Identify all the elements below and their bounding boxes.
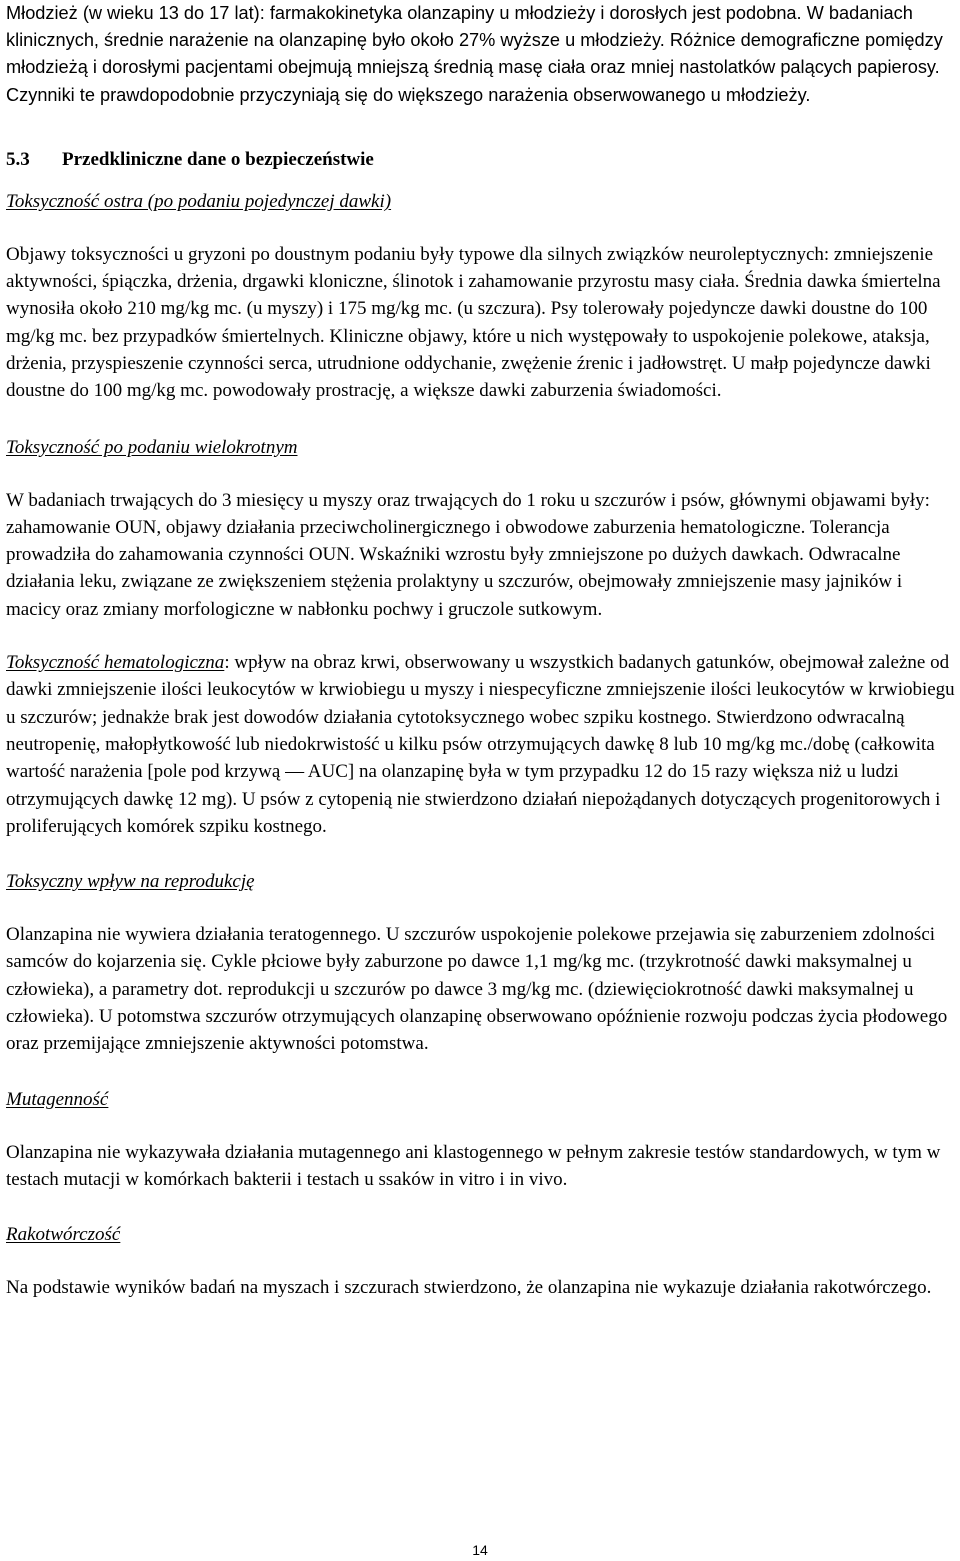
document-page <box>6 0 956 1302</box>
carcinogenicity-heading <box>6 1221 956 1248</box>
repeated-toxicity-paragraph: W badaniach trwających do 3 miesięcy u myszy oraz trwających do 1 roku u szczurów i psów, głównymi objawami były: zahamowanie OUN, objawy działania przeciwcholinergicznego i obwodowe zaburzenia hematologiczne. Tolerancja prowadziła do zahamowania czynności OUN. Wskaźniki wzrostu były zmniejszone po dużych dawkach. Odwracalne działania leku, związane ze zwiększeniem stężenia prolaktyny u szczurów, obejmowały zmniejszenie masy jajników i macicy oraz zmiany morfologiczne w nabłonku pochwy i gruczole sutkowym. <box>6 489 930 620</box>
carcinogenicity-heading-text: Rakotwórczość <box>6 1224 121 1246</box>
carcinogenicity-paragraph: Na podstawie wyników badań na myszach i szczurach stwierdzono, że olanzapina nie wykazuje działania rakotwórczego. <box>6 1277 932 1299</box>
reproduction-heading-text: Toksyczny wpływ na reprodukcję <box>6 871 255 893</box>
section-number: 5.3 <box>6 148 30 170</box>
hematologic-toxicity-paragraph <box>6 649 956 840</box>
repeated-toxicity-heading <box>6 434 956 461</box>
repeated-toxicity-heading-text: Toksyczność po podaniu wielokrotnym <box>6 436 298 458</box>
section-title: Przedkliniczne dane o bezpieczeństwie <box>62 148 374 170</box>
page-number: 14 <box>472 1542 488 1558</box>
reproduction-paragraph: Olanzapina nie wywiera działania teratogennego. U szczurów uspokojenie polekowe przejawia się zaburzeniem zdolności samców do kojarzenia się. Cykle płciowe były zaburzone po dawce 1,1 mg/kg mc. (trzykrotność dawki maksymalnej u człowieka), a parametry dot. reprodukcji u szczurów po dawce 3 mg/kg mc. (dziewięciokrotność dawki maksymalnej u człowieka). U potomstwa szczurów otrzymujących olanzapinę obserwowano opóźnienie rozwoju podczas życia płodowego oraz przemijające zmniejszenie aktywności potomstwa. <box>6 924 948 1055</box>
section-heading <box>6 146 956 173</box>
intro-paragraph: Młodzież (w wieku 13 do 17 lat): farmakokinetyka olanzapiny u młodzieży i dorosłych jest podobna. W badaniach klinicznych, średnie narażenie na olanzapinę było około 27% wyższe u młodzieży. Różnice demograficzne pomiędzy młodzieżą i dorosłymi pacjentami obejmują mniejszą średnią masę ciała oraz mniej nastolatków palących papierosy. Czynniki te prawdopodobnie przyczyniają się do większego narażenia obserwowanego u młodzieży. <box>6 3 943 105</box>
reproduction-heading <box>6 868 956 895</box>
hematologic-toxicity-heading: Toksyczność hematologiczna <box>6 652 225 674</box>
acute-toxicity-heading-text: Toksyczność ostra (po podaniu pojedynczej dawki) <box>6 190 392 212</box>
acute-toxicity-heading <box>6 188 956 215</box>
mutagenicity-paragraph: Olanzapina nie wykazywała działania mutagennego ani klastogennego w pełnym zakresie testów standardowych, w tym w testach mutacji w komórkach bakterii i testach u ssaków in vitro i in vivo. <box>6 1141 941 1190</box>
mutagenicity-heading <box>6 1086 956 1113</box>
mutagenicity-heading-text: Mutagenność <box>6 1088 109 1110</box>
hematologic-toxicity-text: : wpływ na obraz krwi, obserwowany u wszystkich badanych gatunków, obejmował zależne od dawki zmniejszenie ilości leukocytów w krwiobiegu u myszy i niespecyficzne zmniejszenie ilości leukocytów w krwiobiegu u szczurów; jednakże brak jest dowodów działania cytotoksycznego wobec szpiku kostnego. Stwierdzono odwracalną neutropenię, małopłytkowość lub niedokrwistość u kilku psów otrzymujących dawkę 8 lub 10 mg/kg mc./dobę (całkowita wartość narażenia [pole pod krzywą — AUC] na olanzapinę była w tym przypadku 12 do 15 razy większa niż u ludzi otrzymujących dawkę 12 mg). U psów z cytopenią nie stwierdzono działań niepożądanych dotyczących progenitorowych i proliferujących komórek szpiku kostnego. <box>6 652 955 837</box>
acute-toxicity-paragraph: Objawy toksyczności u gryzoni po doustnym podaniu były typowe dla silnych związków neuroleptycznych: zmniejszenie aktywności, śpiączka, drżenia, drgawki kloniczne, ślinotok i zahamowanie przyrostu masy ciała. Średnia dawka śmiertelna wynosiła około 210 mg/kg mc. (u myszy) i 175 mg/kg mc. (u szczura). Psy tolerowały pojedyncze dawki doustne do 100 mg/kg mc. bez przypadków śmiertelnych. Kliniczne objawy, które u nich występowały to uspokojenie polekowe, ataksja, drżenia, przyspieszenie czynności serca, utrudnione oddychanie, zwężenie źrenic i jadłowstręt. U małp pojedyncze dawki doustne do 100 mg/kg mc. powodowały prostrację, a większe dawki zaburzenia świadomości. <box>6 243 941 402</box>
